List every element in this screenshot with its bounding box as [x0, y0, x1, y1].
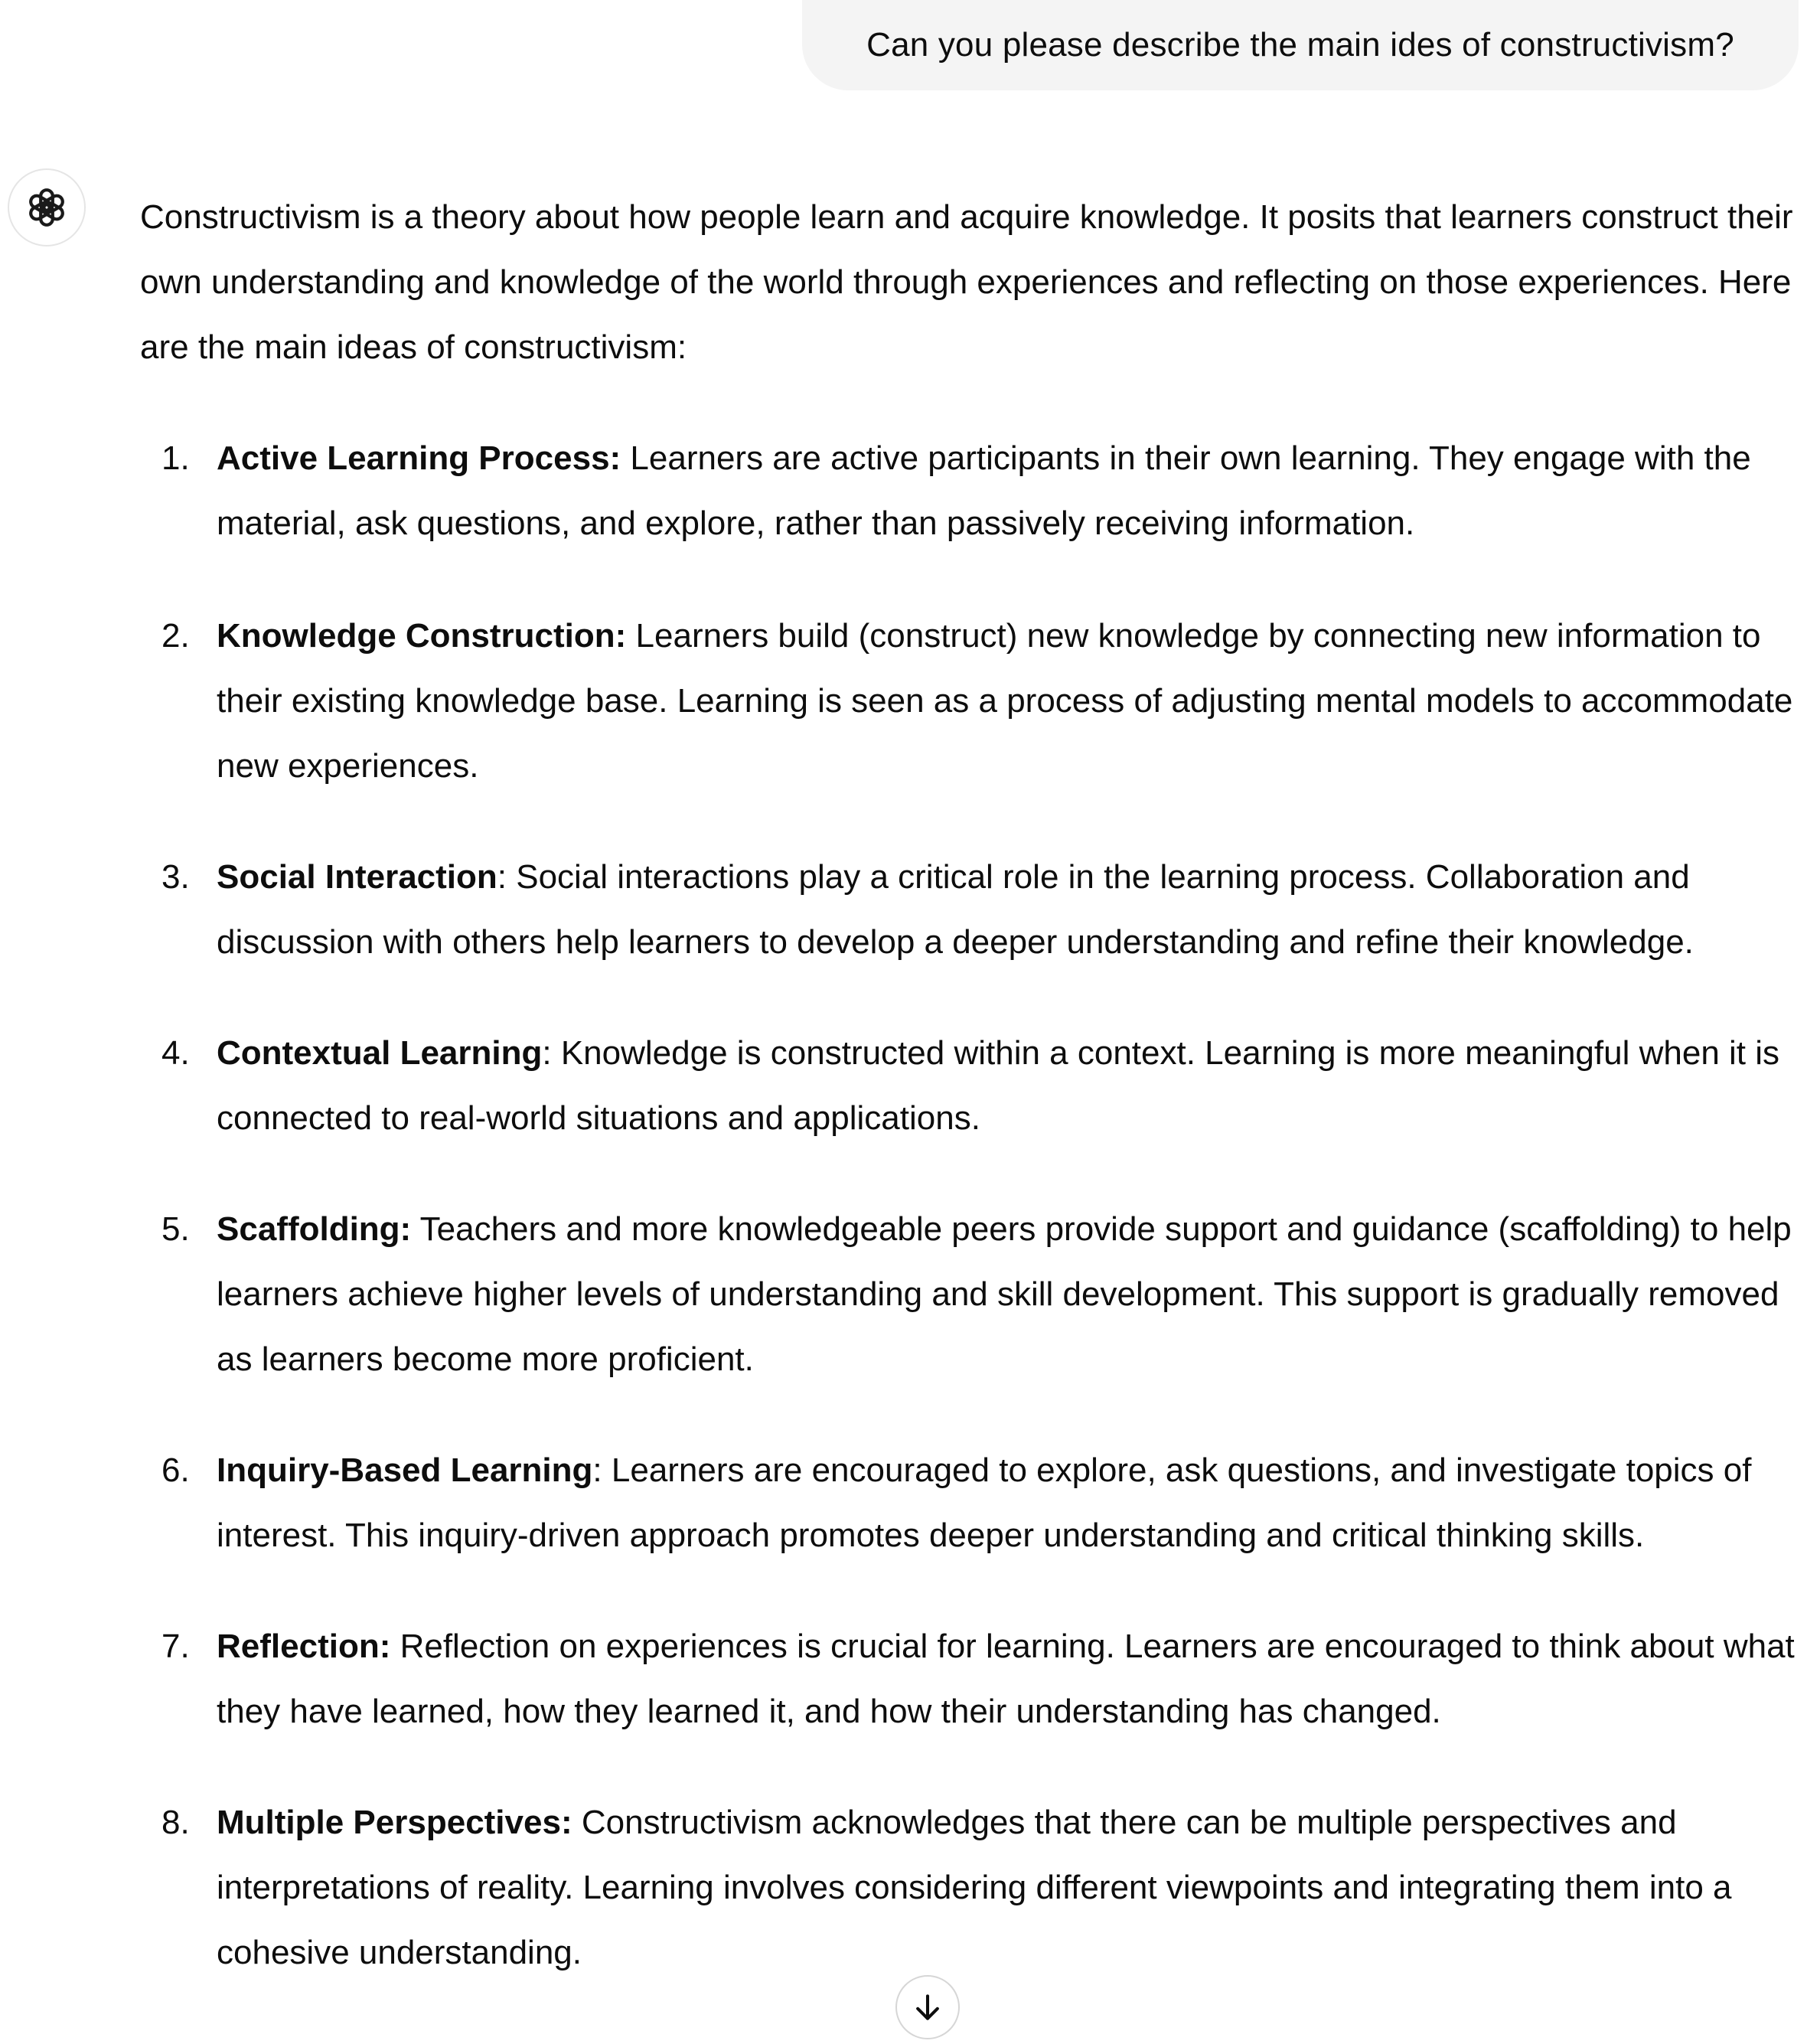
list-item-number: 4.	[161, 1034, 190, 1072]
list-item	[140, 1020, 1801, 1151]
list-item-number: 3.	[161, 858, 190, 896]
list-item	[140, 1438, 1801, 1568]
list-item	[140, 426, 1801, 556]
list-item-number: 7.	[161, 1628, 190, 1665]
assistant-avatar	[8, 168, 86, 247]
list-item-text: Learners are active participants in their own learning. They engage with the material, ask questions, and explore, rather than passively receiving information.	[217, 439, 1751, 542]
list-item	[140, 844, 1801, 975]
list-item-text: Reflection on experiences is crucial for learning. Learners are encouraged to think about what they have learned, how they learned it, and how their understanding has changed.	[217, 1628, 1795, 1730]
user-message-text: Can you please describe the main ides of constructivism?	[866, 26, 1734, 64]
list-item-text: Teachers and more knowledgeable peers provide support and guidance (scaffolding) to help learners achieve higher levels of understanding and skill development. This support is gradually removed as learners become more proficient.	[217, 1210, 1792, 1378]
list-item-title: Reflection:	[217, 1628, 391, 1665]
list-item-title: Social Interaction	[217, 858, 497, 896]
user-message-bubble	[802, 0, 1799, 90]
list-item	[140, 603, 1801, 798]
list-item-title: Contextual Learning	[217, 1034, 543, 1072]
list-item-title: Multiple Perspectives:	[217, 1804, 572, 1841]
list-item-number: 1.	[161, 439, 190, 477]
assistant-message	[140, 184, 1801, 1985]
list-item-text: : Knowledge is constructed within a context. Learning is more meaningful when it is connected to real-world situations and applications.	[217, 1034, 1780, 1137]
list-item-text: : Social interactions play a critical role in the learning process. Collaboration and discussion with others help learners to develop a deeper understanding and refine their knowledge.	[217, 858, 1694, 961]
list-item-title: Scaffolding:	[217, 1210, 412, 1248]
list-item	[140, 1197, 1801, 1392]
list-item-title: Active Learning Process:	[217, 439, 621, 477]
list-item-text: Learners build (construct) new knowledge by connecting new information to their existing knowledge base. Learning is seen as a process of adjusting mental models to accommodate new experiences.	[217, 617, 1793, 785]
main-ideas-list	[140, 426, 1801, 1985]
list-item-title: Inquiry-Based Learning	[217, 1451, 593, 1489]
list-item-text: : Learners are encouraged to explore, ask questions, and investigate topics of interest. This inquiry-driven approach promotes deeper understanding and critical thinking skills.	[217, 1451, 1752, 1554]
list-item-number: 6.	[161, 1451, 190, 1489]
list-item-number: 2.	[161, 617, 190, 655]
list-item	[140, 1790, 1801, 1985]
list-item	[140, 1614, 1801, 1744]
arrow-down-icon	[911, 1990, 944, 2024]
assistant-intro: Constructivism is a theory about how people learn and acquire knowledge. It posits that learners construct their own understanding and knowledge of the world through experiences and reflecting on those experiences. Here are the main ideas of constructivism:	[140, 198, 1793, 366]
scroll-to-bottom-button[interactable]	[895, 1975, 960, 2039]
openai-logo-icon	[24, 184, 70, 230]
list-item-text: Constructivism acknowledges that there can be multiple perspectives and interpretations of reality. Learning involves considering different viewpoints and integrating them into a cohesive understanding.	[217, 1804, 1732, 1971]
list-item-title: Knowledge Construction:	[217, 617, 627, 655]
list-item-number: 5.	[161, 1210, 190, 1248]
list-item-number: 8.	[161, 1804, 190, 1841]
